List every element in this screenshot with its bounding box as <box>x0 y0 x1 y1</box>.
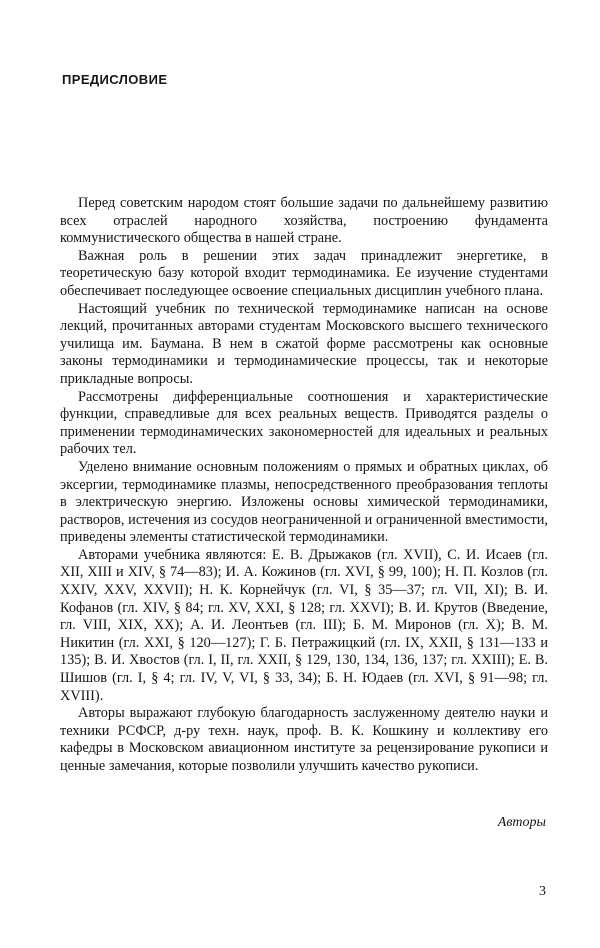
paragraph: Настоящий учебник по технической термодинамике написан на основе лекций, прочитанных авторами студентам Московского высшего технического училища им. Баумана. В нем в сжатой форме рассмотрены как основные законы термодинамики и термодинамические процессы, так и некоторые прикладные вопросы. <box>60 300 548 387</box>
section-heading: ПРЕДИСЛОВИЕ <box>62 72 168 87</box>
paragraph: Рассмотрены дифференциальные соотношения и характеристические функции, справедливые для всех реальных веществ. Приводятся разделы о применении термодинамических закономерностей для идеальных и реальных рабочих тел. <box>60 388 548 458</box>
paragraph: Авторы выражают глубокую благодарность заслуженному деятелю науки и техники РСФСР, д-ру техн. наук, проф. В. К. Кошкину и коллективу его кафедры в Московском авиационном институте за рецензирование рукописи и ценные замечания, которые позволили улучшить качество рукописи. <box>60 705 548 774</box>
paragraph: Авторами учебника являются: Е. В. Дрыжаков (гл. XVII), С. И. Исаев (гл. XII, XIII и XIV, § 74—83); И. А. Кожинов (гл. XVI, § 99, 100); Н. П. Козлов (гл. XXIV, XXV, XXVII); Н. К. Корнейчук (гл. VI, § 35—37; гл. VII, XI); В. И. Кофанов (гл. XIV, § 84; гл. XV, XXI, § 128; гл. XXVI); В. И. Крутов (Введение, гл. VIII, XIX, XX); А. И. Леонтьев (гл. III); Б. М. Миронов (гл. X); В. М. Никитин (гл. XXI, § 120—127); Г. Б. Петражицкий (гл. IX, XXII, § 131—133 и 135); В. И. Хвостов (гл. I, II, гл. XXII, § 129, 130, 134, 136, 137; гл. XXIII); Е. В. Шишов (гл. I, § 4; гл. IV, V, VI, § 33, 34); Б. Н. Юдаев (гл. XVI, § 91—98; гл. XVIII). <box>60 546 548 704</box>
page-number: 3 <box>539 884 546 899</box>
authors-signature: Авторы <box>497 815 546 830</box>
paragraph: Важная роль в решении этих задач принадлежит энергетике, в теоретическую базу которой входит термодинамика. Ее изучение студентами обеспечивает последующее освоение специальных дисциплин учебного плана. <box>60 247 548 299</box>
paragraph: Перед советским народом стоят большие задачи по дальнейшему развитию всех отраслей народного хозяйства, построению фундамента коммунистического общества в нашей стране. <box>60 195 548 247</box>
preface-body <box>60 195 548 776</box>
paragraph: Уделено внимание основным положениям о прямых и обратных циклах, об эксергии, термодинамике плазмы, непосредственного преобразования теплоты в электрическую энергию. Изложены основы химической термодинамики, растворов, истечения из сосудов неограниченной и ограниченной вместимости, приведены элементы статистической термодинамики. <box>60 458 548 546</box>
